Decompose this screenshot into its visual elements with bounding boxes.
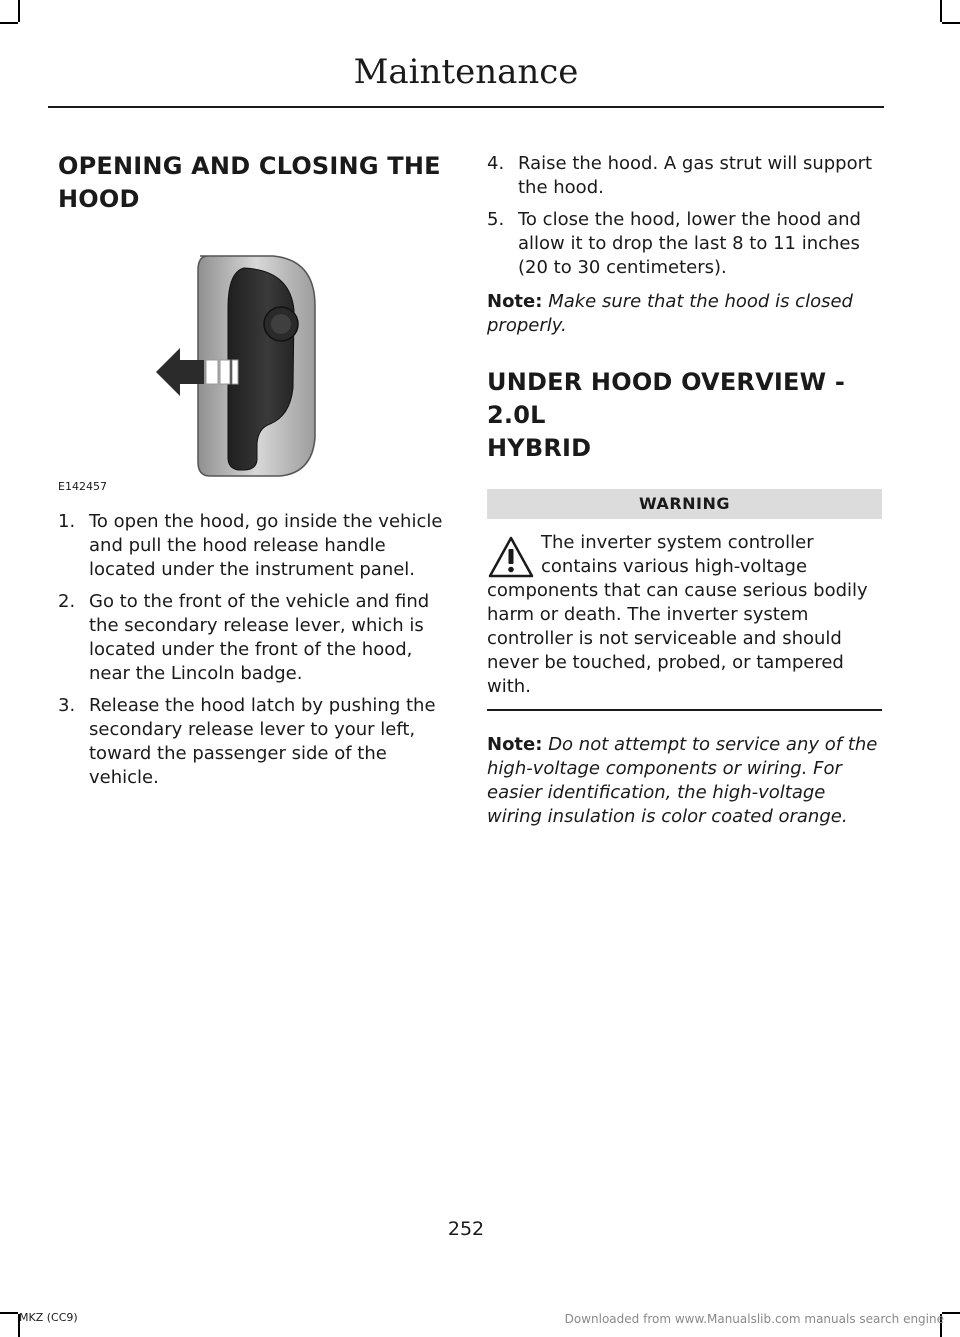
note-text: Do not attempt to service any of the high-voltage components or wiring. For easier identification, the high-voltage wiring insulation is color coated orange.	[487, 734, 878, 827]
note-label: Note:	[487, 291, 543, 312]
step-number: 4.	[487, 153, 505, 174]
step-text: Release the hood latch by pushing the secondary release lever to your left, toward the passenger side of the vehicle.	[89, 695, 436, 788]
page-header-title: Maintenance	[353, 52, 579, 92]
model-code: MKZ (CC9)	[19, 1311, 78, 1324]
list-item	[58, 510, 448, 582]
warning-text: The inverter system controller contains various high-voltage components that can cause serious bodily harm or death. The inverter system controller is not serviceable and should never be touched, probed, or tampered with.	[487, 532, 868, 697]
heading-line: HOOD	[58, 185, 140, 213]
page-number: 252	[447, 1218, 485, 1240]
left-column	[58, 150, 448, 216]
note-paragraph	[487, 290, 882, 338]
hood-release-figure	[58, 248, 318, 493]
step-number: 2.	[58, 591, 76, 612]
step-number: 1.	[58, 511, 76, 532]
warning-title: WARNING	[487, 489, 882, 519]
step-text: Raise the hood. A gas strut will support the hood.	[518, 153, 873, 198]
figure-label: E142457	[58, 480, 107, 493]
step-number: 3.	[58, 695, 76, 716]
heading-line: OPENING AND CLOSING THE	[58, 152, 441, 180]
heading-line: UNDER HOOD OVERVIEW - 2.0L	[487, 368, 845, 429]
warning-box	[487, 489, 882, 711]
right-column	[487, 152, 882, 829]
note-label: Note:	[487, 734, 543, 755]
step-number: 5.	[487, 209, 505, 230]
list-item	[487, 208, 882, 280]
step-text: Go to the front of the vehicle and find the secondary release lever, which is located under the front of the hood, near the Lincoln badge.	[89, 591, 430, 684]
warning-triangle-icon	[487, 535, 535, 579]
crop-mark	[18, 0, 20, 22]
list-item	[487, 152, 882, 200]
header-rule	[48, 106, 884, 108]
section-heading-hood	[58, 150, 448, 216]
warning-body	[487, 531, 882, 699]
warning-rule	[487, 709, 882, 711]
crop-mark	[0, 1312, 18, 1314]
crop-mark	[0, 22, 18, 24]
crop-mark	[942, 22, 960, 24]
step-text: To open the hood, go inside the vehicle and pull the hood release handle located under the instrument panel.	[89, 511, 443, 580]
list-item	[58, 694, 448, 790]
list-item	[58, 590, 448, 686]
crop-mark	[940, 0, 942, 22]
step-text: To close the hood, lower the hood and allow it to drop the last 8 to 11 inches (20 to 30 centimeters).	[518, 209, 861, 278]
left-steps	[58, 510, 448, 798]
hood-release-illustration	[58, 248, 318, 493]
note-text: Make sure that the hood is closed properly.	[487, 291, 853, 336]
section-heading-under-hood	[487, 366, 882, 465]
note-paragraph	[487, 733, 882, 829]
crop-mark	[942, 1312, 960, 1314]
watermark-text: Downloaded from www.Manualslib.com manuals search engine	[564, 1312, 944, 1326]
heading-line: HYBRID	[487, 434, 592, 462]
